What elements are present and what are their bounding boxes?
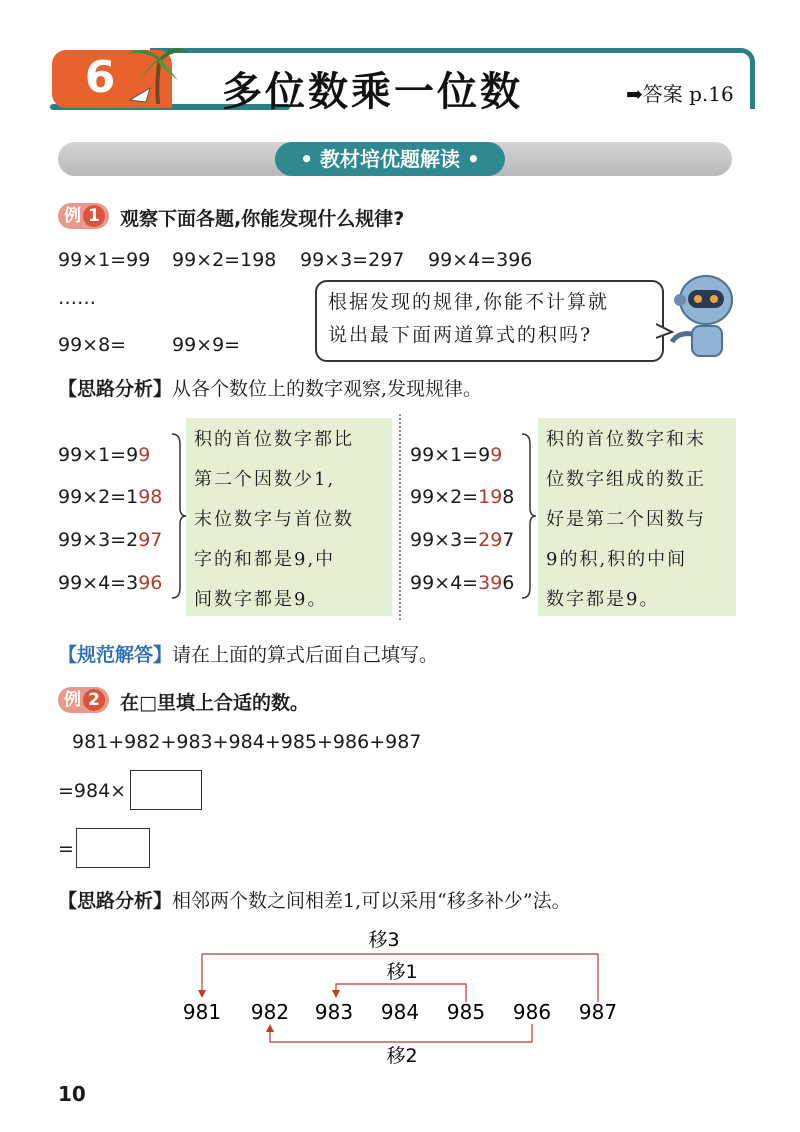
diagram-number: 983 [314, 1000, 354, 1024]
line2-prefix: =984× [58, 780, 127, 802]
robot-icon [668, 272, 738, 362]
highlight-equation: 99×2=198 [58, 486, 163, 508]
equation: 99×2=198 [172, 249, 277, 271]
diagram-number: 981 [182, 1000, 222, 1024]
diagram-number: 986 [512, 1000, 552, 1024]
diagram-number: 982 [250, 1000, 290, 1024]
move-2-connector [270, 1024, 532, 1042]
standard-answer-section: 【规范解答】请在上面的算式后面自己填写。 [58, 644, 439, 666]
highlight-equation: 99×1=99 [410, 444, 503, 466]
example-1-badge: 例 1 [58, 203, 109, 229]
highlight-equation: 99×3=297 [58, 529, 163, 551]
highlight-equation: 99×1=99 [58, 444, 151, 466]
move-label: 移3 [368, 929, 400, 951]
analysis-section-2: 【思路分析】相邻两个数之间相差1,可以采用“移多补少”法。 [58, 890, 571, 912]
dotted-divider [399, 414, 401, 620]
chapter-number: 6 [84, 52, 116, 103]
answer-box-multiplier[interactable] [130, 770, 202, 810]
section-banner-title: • 教材培优题解读 • [275, 142, 505, 176]
arrow-right-icon: ➡ [626, 82, 643, 106]
equation: 99×1=99 [58, 249, 151, 271]
arrow-up-icon [266, 1024, 274, 1032]
equation: 99×3=297 [300, 249, 405, 271]
example-1-question: 观察下面各题,你能发现什么规律? [120, 208, 405, 230]
diagram-number: 985 [446, 1000, 486, 1024]
palm-tree-icon [120, 40, 190, 106]
page-title: 多位数乘一位数 [222, 69, 523, 115]
move-label: 移2 [386, 1045, 418, 1064]
example-2-question: 在□里填上合适的数。 [120, 692, 309, 714]
answer-box-result[interactable] [76, 828, 150, 868]
left-brace [168, 432, 188, 600]
move-label: 移1 [386, 961, 418, 983]
right-rule-note: 积的首位数字和末 位数字组成的数正 好是第二个因数与 9的积,积的中间 数字都是9。 [538, 418, 736, 616]
ellipsis: …… [58, 287, 96, 309]
arrow-down-icon [198, 990, 206, 998]
page-number: 10 [58, 1082, 86, 1106]
analysis-section-1: 【思路分析】从各个数位上的数字观察,发现规律。 [58, 378, 483, 400]
example-2-badge: 例 2 [58, 687, 109, 713]
highlight-equation: 99×3=297 [410, 529, 515, 551]
blank-equation: 99×8= [58, 334, 127, 356]
speech-bubble-text: 根据发现的规律,你能不计算就 说出最下面两道算式的积吗? [328, 291, 610, 346]
line3-prefix: = [58, 838, 74, 860]
diagram-number: 987 [578, 1000, 618, 1024]
highlight-equation: 99×2=198 [410, 486, 515, 508]
blank-equation: 99×9= [172, 334, 241, 356]
left-rule-note: 积的首位数字都比 第二个因数少1, 末位数字与首位数 字的和都是9,中 间数字都是9。 [186, 418, 392, 616]
arrow-down-icon [332, 990, 340, 998]
right-brace [518, 432, 538, 600]
highlight-equation: 99×4=396 [410, 572, 515, 594]
equation: 99×4=396 [428, 249, 533, 271]
highlight-equation: 99×4=396 [58, 572, 163, 594]
sum-expression: 981+982+983+984+985+986+987 [72, 731, 422, 753]
answer-reference: ➡答案 p.16 [626, 82, 734, 106]
diagram-number: 984 [380, 1000, 420, 1024]
move-diagram [170, 924, 630, 1064]
